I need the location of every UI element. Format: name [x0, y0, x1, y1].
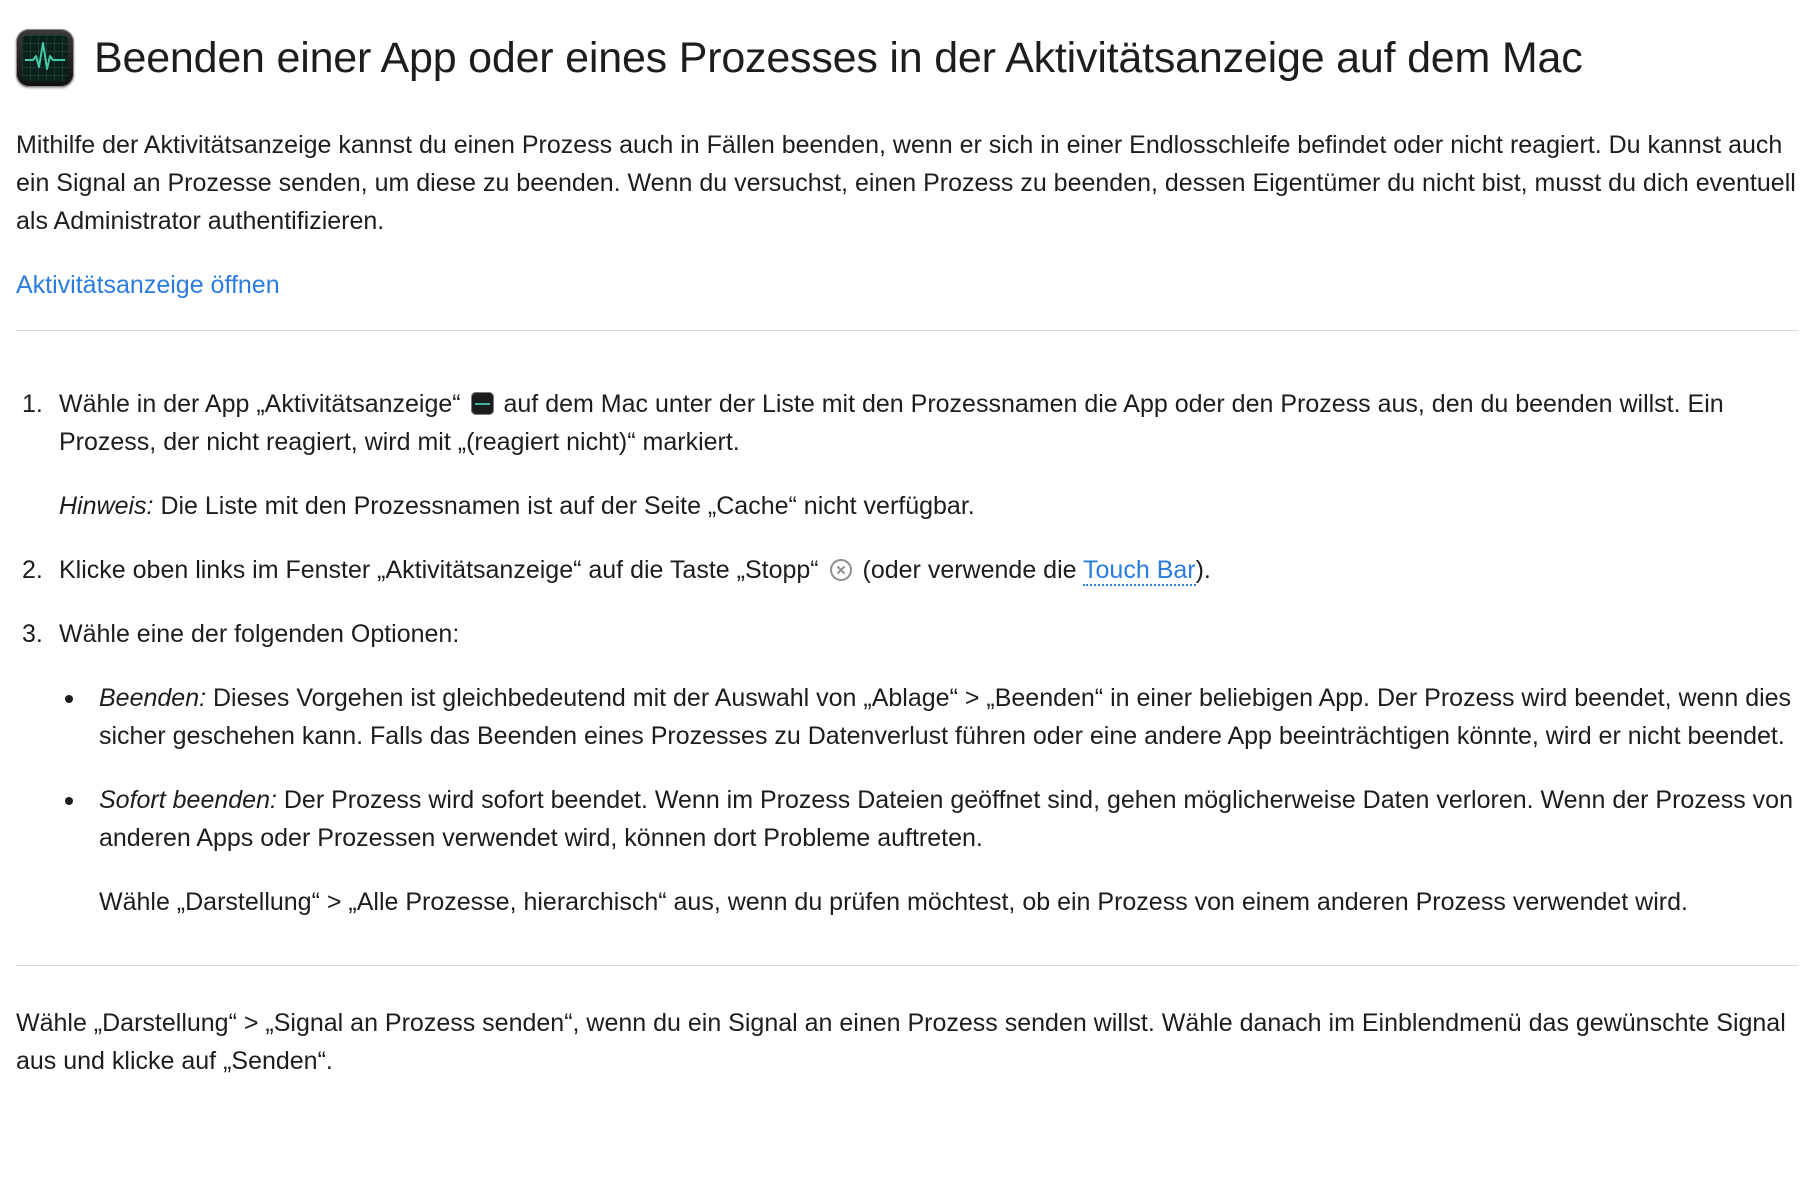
page-title: Beenden einer App oder eines Prozesses in der Aktivitätsanzeige auf dem Mac: [94, 33, 1583, 82]
step-number: 3.: [22, 620, 43, 648]
divider: [16, 965, 1798, 966]
open-activity-monitor-link[interactable]: Aktivitätsanzeige öffnen: [16, 271, 280, 299]
option-text: Dieses Vorgehen ist gleichbedeutend mit der Auswahl von „Ablage“ > „Beenden“ in einer beliebigen App. Der Prozess wird beendet, wenn dies sicher geschehen kann. Falls das Beenden eines Prozesses zu Datenverlust führen oder eine andere App beeinträchtigen könnte, wird er nicht beendet.: [99, 684, 1792, 750]
step-text: [59, 385, 1798, 461]
option-force-quit: [59, 781, 1798, 921]
step-note: [59, 487, 1798, 525]
step-number: 1.: [22, 390, 43, 418]
option-extra-text: Wähle „Darstellung“ > „Alle Prozesse, hierarchisch“ aus, wenn du prüfen möchtest, ob ein Prozess von einem anderen Prozess verwendet wird.: [99, 888, 1688, 916]
step-text: [59, 551, 1798, 589]
step-text-part: (oder verwende die: [862, 556, 1077, 584]
touch-bar-link[interactable]: Touch Bar: [1083, 556, 1196, 584]
note-text: Die Liste mit den Prozessnamen ist auf der Seite „Cache“ nicht verfügbar.: [160, 492, 975, 520]
step-number: 2.: [22, 556, 43, 584]
step-text-part: Wähle in der App „Aktivitätsanzeige“: [59, 390, 461, 418]
option-label: Beenden:: [99, 684, 207, 712]
activity-monitor-icon: [16, 29, 74, 87]
stop-icon: [830, 559, 852, 581]
option-label: Sofort beenden:: [99, 786, 277, 814]
article-header: [16, 0, 1798, 116]
step-text-part: ).: [1195, 556, 1211, 584]
activity-monitor-inline-icon: [471, 392, 494, 415]
step-1: [16, 385, 1798, 525]
option-text: Der Prozess wird sofort beendet. Wenn im Prozess Dateien geöffnet sind, gehen möglicherweise Daten verloren. Wenn der Prozess von anderen Apps oder Prozessen verwendet wird, können dort Probleme auftreten.: [99, 786, 1793, 852]
step-3: [16, 615, 1798, 921]
option-quit: [59, 679, 1798, 755]
footer-paragraph: Wähle „Darstellung“ > „Signal an Prozess senden“, wenn du ein Signal an einen Prozess senden willst. Wähle danach im Einblendmenü das gewünschte Signal aus und klicke auf „Senden“.: [16, 1009, 1786, 1075]
step-text-part: auf dem Mac unter der Liste mit den Prozessnamen die App oder den Prozess aus, den du beenden willst. Ein Prozess, der nicht reagiert, wird mit „(reagiert nicht)“ markiert.: [59, 390, 1724, 456]
step-text-part: Klicke oben links im Fenster „Aktivitätsanzeige“ auf die Taste „Stopp“: [59, 556, 819, 584]
help-article: [16, 0, 1798, 1080]
steps-list: [16, 385, 1798, 921]
divider: [16, 330, 1798, 331]
step-text: Wähle eine der folgenden Optionen:: [59, 620, 460, 648]
step-2: [16, 551, 1798, 589]
options-list: [59, 679, 1798, 921]
intro-paragraph: Mithilfe der Aktivitätsanzeige kannst du einen Prozess auch in Fällen beenden, wenn er sich in einer Endlosschleife befindet oder nicht reagiert. Du kannst auch ein Signal an Prozesse senden, um diese zu beenden. Wenn du versuchst, einen Prozess zu beenden, dessen Eigentümer du nicht bist, musst du dich eventuell als Administrator authentifizieren.: [16, 131, 1796, 235]
note-label: Hinweis:: [59, 492, 154, 520]
